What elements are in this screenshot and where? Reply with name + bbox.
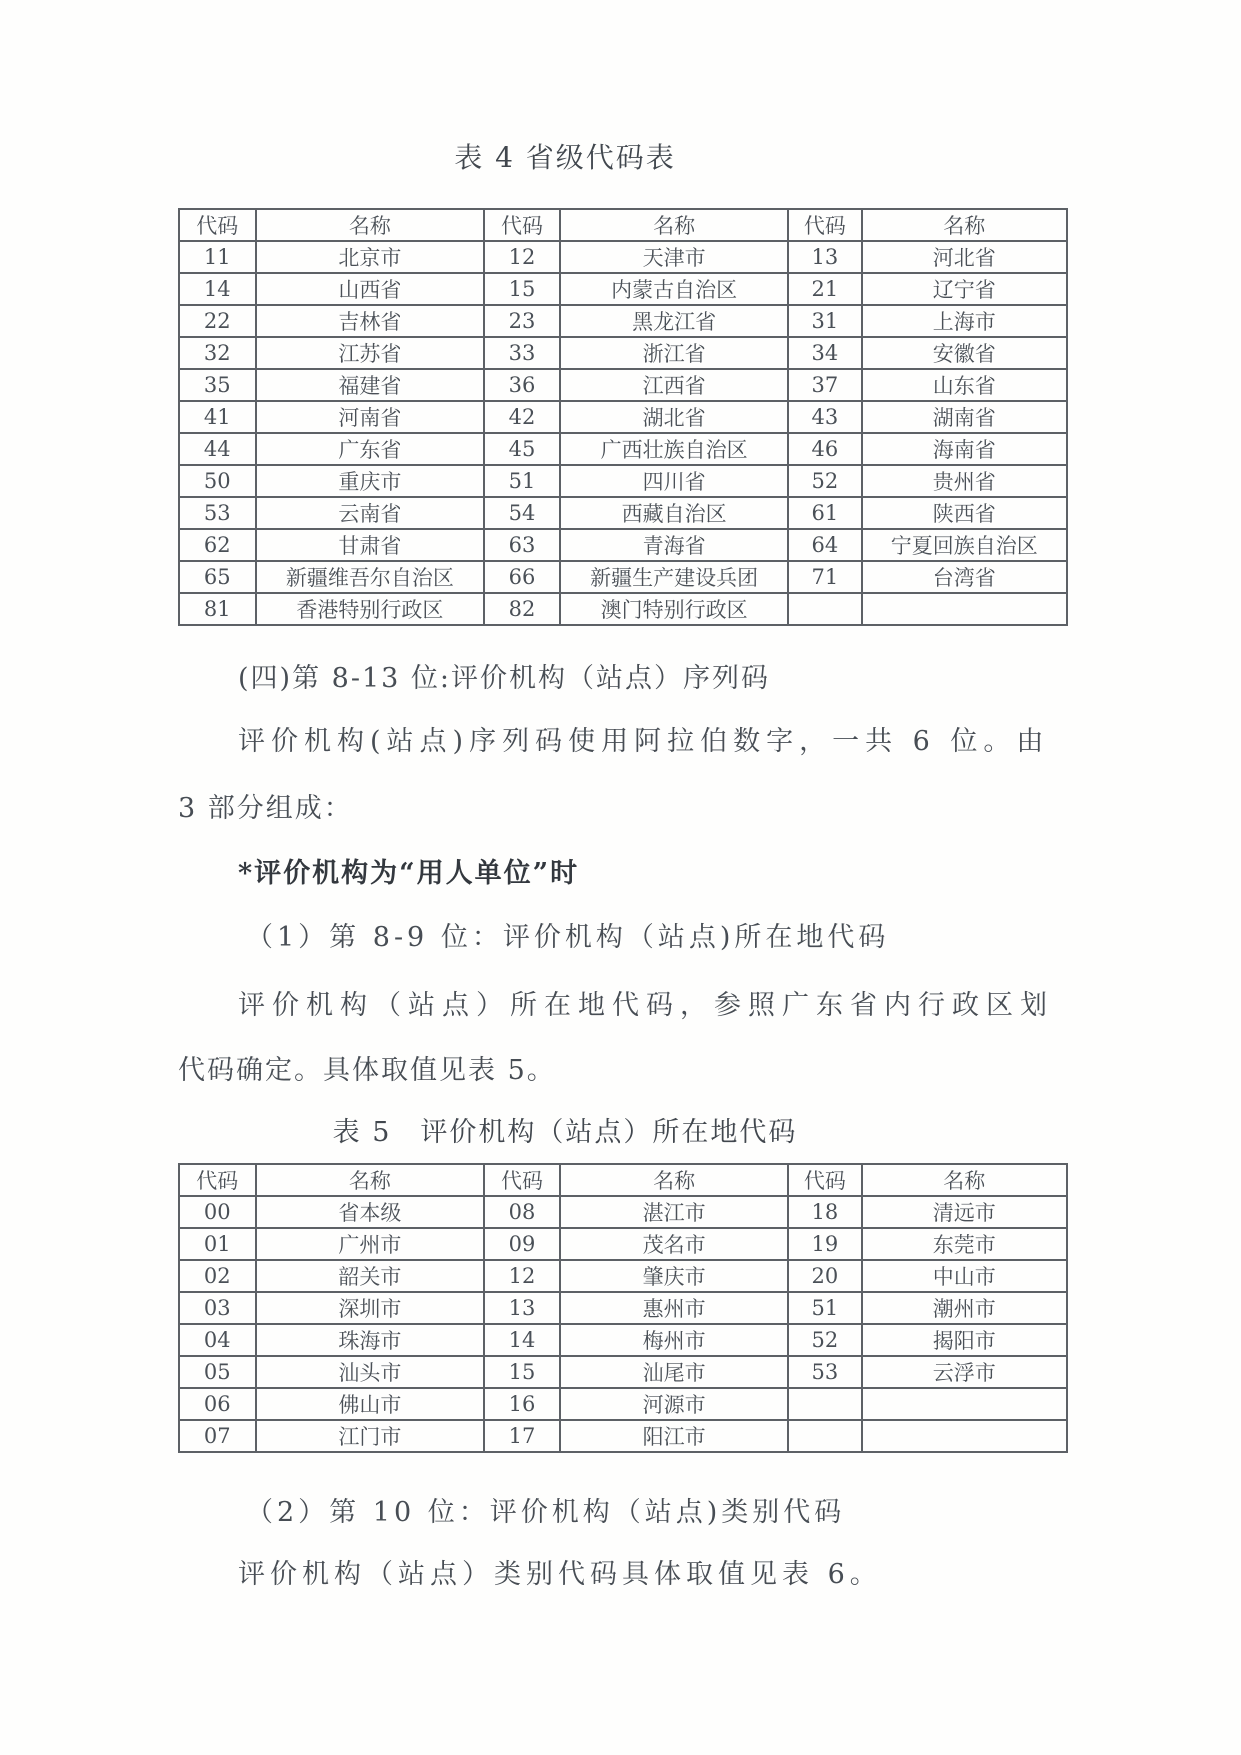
table-cell: 19 [788, 1228, 861, 1260]
table-cell: 45 [484, 433, 560, 465]
table-cell: 汕头市 [256, 1356, 485, 1388]
table-cell: 63 [484, 529, 560, 561]
table-cell: 揭阳市 [862, 1324, 1068, 1356]
table-row [179, 1196, 1067, 1228]
table-cell: 梅州市 [560, 1324, 789, 1356]
table-cell [862, 1420, 1068, 1452]
column-header: 名称 [862, 209, 1068, 241]
table-row [179, 1356, 1067, 1388]
table-cell: 台湾省 [862, 561, 1068, 593]
table-cell: 湖北省 [560, 401, 789, 433]
table-cell: 安徽省 [862, 337, 1068, 369]
table-cell: 宁夏回族自治区 [862, 529, 1068, 561]
table-cell: 陕西省 [862, 497, 1068, 529]
table-cell: 河源市 [560, 1388, 789, 1420]
column-header: 名称 [256, 1164, 485, 1196]
table-cell: 44 [179, 433, 256, 465]
table-cell: 01 [179, 1228, 256, 1260]
table-cell: 云南省 [256, 497, 485, 529]
paragraph-1-line-2: 3 部分组成： [178, 793, 353, 824]
table-cell: 河北省 [862, 241, 1068, 273]
table-cell: 31 [788, 305, 861, 337]
table-cell: 深圳市 [256, 1292, 485, 1324]
table-cell: 52 [788, 465, 861, 497]
item-1-heading: （1）第 8-9 位：评价机构（站点)所在地代码 [246, 922, 890, 953]
table-cell: 37 [788, 369, 861, 401]
table-cell: 12 [484, 1260, 560, 1292]
table-cell: 61 [788, 497, 861, 529]
table-cell: 05 [179, 1356, 256, 1388]
column-header: 代码 [484, 209, 560, 241]
table-row [179, 561, 1067, 593]
table-row [179, 497, 1067, 529]
table-cell: 50 [179, 465, 256, 497]
header-row [179, 1164, 1067, 1196]
table-cell: 湛江市 [560, 1196, 789, 1228]
table-cell: 黑龙江省 [560, 305, 789, 337]
table-cell: 46 [788, 433, 861, 465]
table5-title: 表 5 评价机构（站点）所在地代码 [332, 1117, 798, 1148]
paragraph-2-line-1: 评价机构（站点）所在地代码，参照广东省内行政区划 [238, 990, 1054, 1021]
table-cell: 青海省 [560, 529, 789, 561]
table-cell: 山东省 [862, 369, 1068, 401]
table-cell: 36 [484, 369, 560, 401]
table-cell: 71 [788, 561, 861, 593]
table-cell: 18 [788, 1196, 861, 1228]
column-header: 代码 [179, 209, 256, 241]
table-cell: 韶关市 [256, 1260, 485, 1292]
table-row [179, 241, 1067, 273]
table-cell: 海南省 [862, 433, 1068, 465]
table-cell: 中山市 [862, 1260, 1068, 1292]
table-cell: 惠州市 [560, 1292, 789, 1324]
table-cell: 22 [179, 305, 256, 337]
table-cell: 23 [484, 305, 560, 337]
item-2-heading: （2）第 10 位：评价机构（站点)类别代码 [246, 1497, 846, 1528]
table-cell: 34 [788, 337, 861, 369]
table-cell: 65 [179, 561, 256, 593]
table-cell: 17 [484, 1420, 560, 1452]
table-cell: 81 [179, 593, 256, 625]
table-row [179, 401, 1067, 433]
table-cell: 20 [788, 1260, 861, 1292]
table-cell: 辽宁省 [862, 273, 1068, 305]
table-cell: 03 [179, 1292, 256, 1324]
table-cell: 东莞市 [862, 1228, 1068, 1260]
table-cell: 35 [179, 369, 256, 401]
table-row [179, 1324, 1067, 1356]
table-row [179, 1388, 1067, 1420]
table-cell [862, 593, 1068, 625]
table-cell: 湖南省 [862, 401, 1068, 433]
table-cell: 00 [179, 1196, 256, 1228]
employer-note-bold: *评价机构为“用人单位”时 [238, 858, 580, 889]
column-header: 名称 [560, 209, 789, 241]
table-cell: 甘肃省 [256, 529, 485, 561]
table-cell: 江苏省 [256, 337, 485, 369]
table-cell: 13 [484, 1292, 560, 1324]
table-cell: 肇庆市 [560, 1260, 789, 1292]
table-cell: 上海市 [862, 305, 1068, 337]
table-cell: 阳江市 [560, 1420, 789, 1452]
table-cell: 09 [484, 1228, 560, 1260]
table-cell: 澳门特别行政区 [560, 593, 789, 625]
table-cell: 佛山市 [256, 1388, 485, 1420]
table-cell: 53 [788, 1356, 861, 1388]
table-cell: 香港特别行政区 [256, 593, 485, 625]
table-cell: 14 [179, 273, 256, 305]
table-cell: 四川省 [560, 465, 789, 497]
column-header: 代码 [484, 1164, 560, 1196]
table4-title: 表 4 省级代码表 [454, 141, 676, 174]
table-cell [788, 1388, 861, 1420]
table-row [179, 1228, 1067, 1260]
table-cell: 新疆维吾尔自治区 [256, 561, 485, 593]
table-cell [862, 1388, 1068, 1420]
table-cell: 广东省 [256, 433, 485, 465]
table-row [179, 1420, 1067, 1452]
table-cell: 河南省 [256, 401, 485, 433]
table-cell: 15 [484, 1356, 560, 1388]
table-cell: 珠海市 [256, 1324, 485, 1356]
table-cell: 贵州省 [862, 465, 1068, 497]
table-cell: 08 [484, 1196, 560, 1228]
column-header: 代码 [788, 1164, 861, 1196]
table-cell: 广州市 [256, 1228, 485, 1260]
table-row [179, 593, 1067, 625]
table-cell: 42 [484, 401, 560, 433]
table-row [179, 305, 1067, 337]
column-header: 代码 [179, 1164, 256, 1196]
table-cell: 新疆生产建设兵团 [560, 561, 789, 593]
table-cell: 清远市 [862, 1196, 1068, 1228]
province-code-table [178, 208, 1068, 626]
table-cell: 11 [179, 241, 256, 273]
table-row [179, 433, 1067, 465]
header-row [179, 209, 1067, 241]
section-4-heading: (四)第 8-13 位:评价机构（站点）序列码 [238, 663, 770, 694]
table-cell: 54 [484, 497, 560, 529]
table-cell: 66 [484, 561, 560, 593]
table-cell: 浙江省 [560, 337, 789, 369]
table-cell: 云浮市 [862, 1356, 1068, 1388]
table-cell: 山西省 [256, 273, 485, 305]
table-row [179, 273, 1067, 305]
table-cell: 51 [484, 465, 560, 497]
table-cell: 52 [788, 1324, 861, 1356]
table-row [179, 1260, 1067, 1292]
column-header: 名称 [862, 1164, 1068, 1196]
paragraph-2-line-2: 代码确定。具体取值见表 5。 [178, 1055, 556, 1086]
paragraph-3: 评价机构（站点）类别代码具体取值见表 6。 [238, 1559, 882, 1590]
table-cell: 北京市 [256, 241, 485, 273]
table-cell: 51 [788, 1292, 861, 1324]
table-cell: 江门市 [256, 1420, 485, 1452]
table-cell: 14 [484, 1324, 560, 1356]
table-cell: 21 [788, 273, 861, 305]
column-header: 名称 [256, 209, 485, 241]
table-cell: 43 [788, 401, 861, 433]
table-cell: 15 [484, 273, 560, 305]
table-cell: 64 [788, 529, 861, 561]
table-row [179, 369, 1067, 401]
table-cell: 06 [179, 1388, 256, 1420]
table-cell [788, 1420, 861, 1452]
table-cell: 吉林省 [256, 305, 485, 337]
table-cell: 茂名市 [560, 1228, 789, 1260]
paragraph-1-line-1: 评价机构(站点)序列码使用阿拉伯数字，一共 6 位。由 [238, 726, 1050, 757]
table-cell: 广西壮族自治区 [560, 433, 789, 465]
table-cell: 12 [484, 241, 560, 273]
table-cell: 13 [788, 241, 861, 273]
column-header: 名称 [560, 1164, 789, 1196]
column-header: 代码 [788, 209, 861, 241]
table-cell: 33 [484, 337, 560, 369]
table-cell: 重庆市 [256, 465, 485, 497]
table-row [179, 465, 1067, 497]
table-cell: 福建省 [256, 369, 485, 401]
table-cell: 62 [179, 529, 256, 561]
site-location-code-table [178, 1163, 1068, 1453]
table-cell: 41 [179, 401, 256, 433]
table-row [179, 1292, 1067, 1324]
table-cell: 02 [179, 1260, 256, 1292]
table-row [179, 337, 1067, 369]
table-cell: 江西省 [560, 369, 789, 401]
table-cell: 07 [179, 1420, 256, 1452]
table-cell: 省本级 [256, 1196, 485, 1228]
table-cell: 内蒙古自治区 [560, 273, 789, 305]
table-cell: 53 [179, 497, 256, 529]
table-cell: 16 [484, 1388, 560, 1420]
table-cell [788, 593, 861, 625]
table-cell: 04 [179, 1324, 256, 1356]
table-cell: 西藏自治区 [560, 497, 789, 529]
table-cell: 汕尾市 [560, 1356, 789, 1388]
table-cell: 32 [179, 337, 256, 369]
table-row [179, 529, 1067, 561]
table-cell: 82 [484, 593, 560, 625]
table-cell: 潮州市 [862, 1292, 1068, 1324]
table-cell: 天津市 [560, 241, 789, 273]
